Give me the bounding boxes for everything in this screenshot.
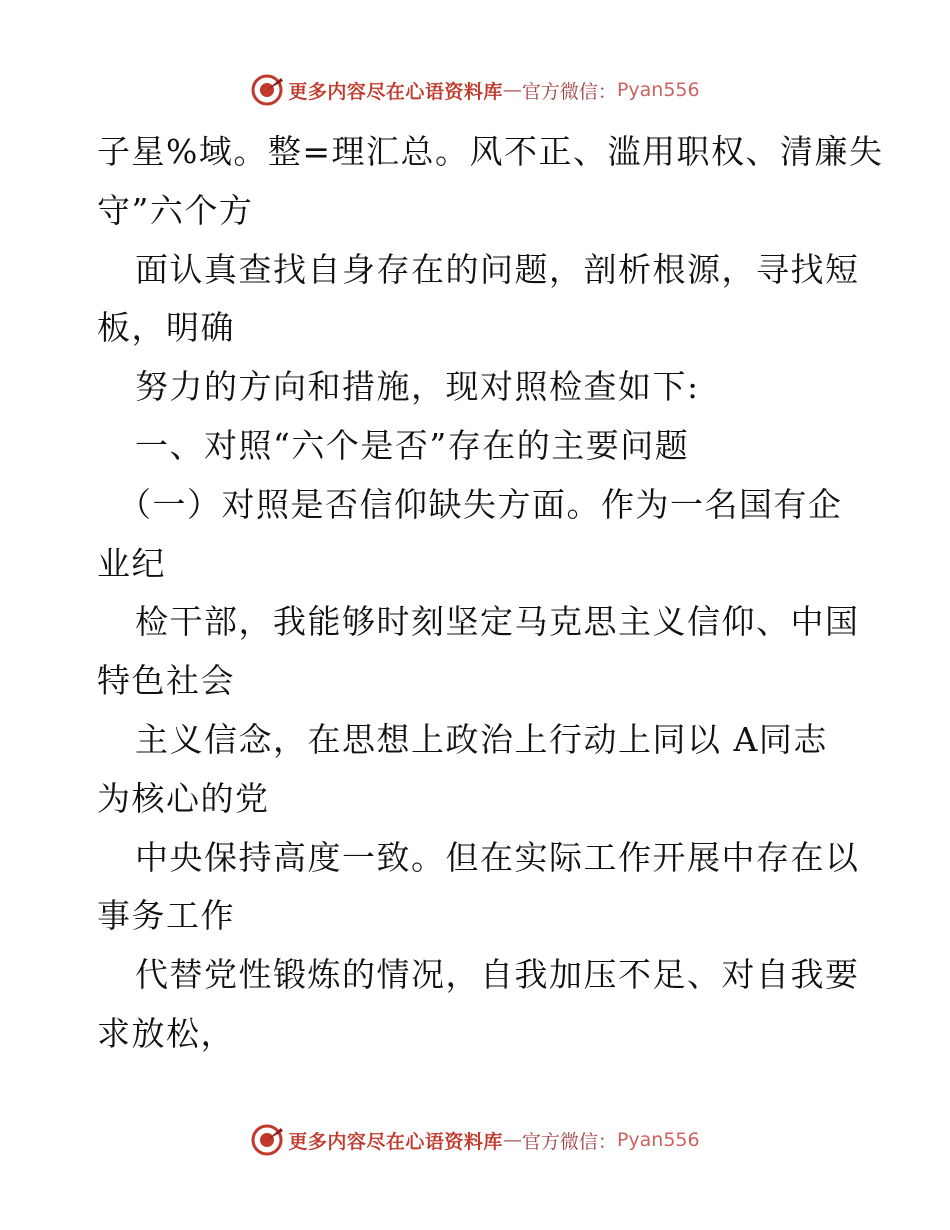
text-line: 事务工作 xyxy=(97,896,235,935)
watermark-banner-bottom xyxy=(0,1120,950,1160)
text-line: 求放松， xyxy=(97,1014,235,1053)
text-line: 面认真查找自身存在的问题，剖析根源，寻找短 xyxy=(135,250,860,289)
watermark-wechat-label: 官方微信： xyxy=(521,80,617,103)
text-line: 特色社会 xyxy=(97,661,235,700)
watermark-dash: — xyxy=(502,79,522,101)
watermark-banner-top xyxy=(0,70,950,110)
text-line: 检干部，我能够时刻坚定马克思主义信仰、中国 xyxy=(135,602,860,641)
watermark-brand: 更多内容尽在心语资料库 xyxy=(288,1130,503,1153)
text-line: 一、对照“六个是否”存在的主要问题 xyxy=(135,426,690,465)
text-line: 为核心的党 xyxy=(97,779,270,818)
text-line: 代替党性锻炼的情况，自我加压不足、对自我要 xyxy=(135,955,860,994)
watermark-wechat-id: Pyan556 xyxy=(616,1129,700,1151)
watermark-brand: 更多内容尽在心语资料库 xyxy=(288,80,503,103)
text-line: （一）对照是否信仰缺失方面。作为一名国有企 xyxy=(118,485,843,524)
pen-logo-icon xyxy=(250,1123,284,1157)
watermark-wechat-label: 官方微信： xyxy=(521,1130,617,1153)
text-line: 守”六个方 xyxy=(97,191,254,230)
watermark-dash: — xyxy=(502,1129,522,1151)
text-line: 主义信念，在思想上政治上行动上同以 A同志 xyxy=(135,720,828,759)
text-line: 子星%域。整=理汇总。风不正、滥用职权、清廉失 xyxy=(97,132,884,171)
pen-logo-icon xyxy=(250,73,284,107)
text-line: 努力的方向和措施，现对照检查如下: xyxy=(135,367,700,406)
watermark-wechat-id: Pyan556 xyxy=(616,79,700,101)
text-line: 板，明确 xyxy=(97,308,235,347)
text-line: 中央保持高度一致。但在实际工作开展中存在以 xyxy=(135,838,860,877)
text-line: 业纪 xyxy=(97,544,166,583)
